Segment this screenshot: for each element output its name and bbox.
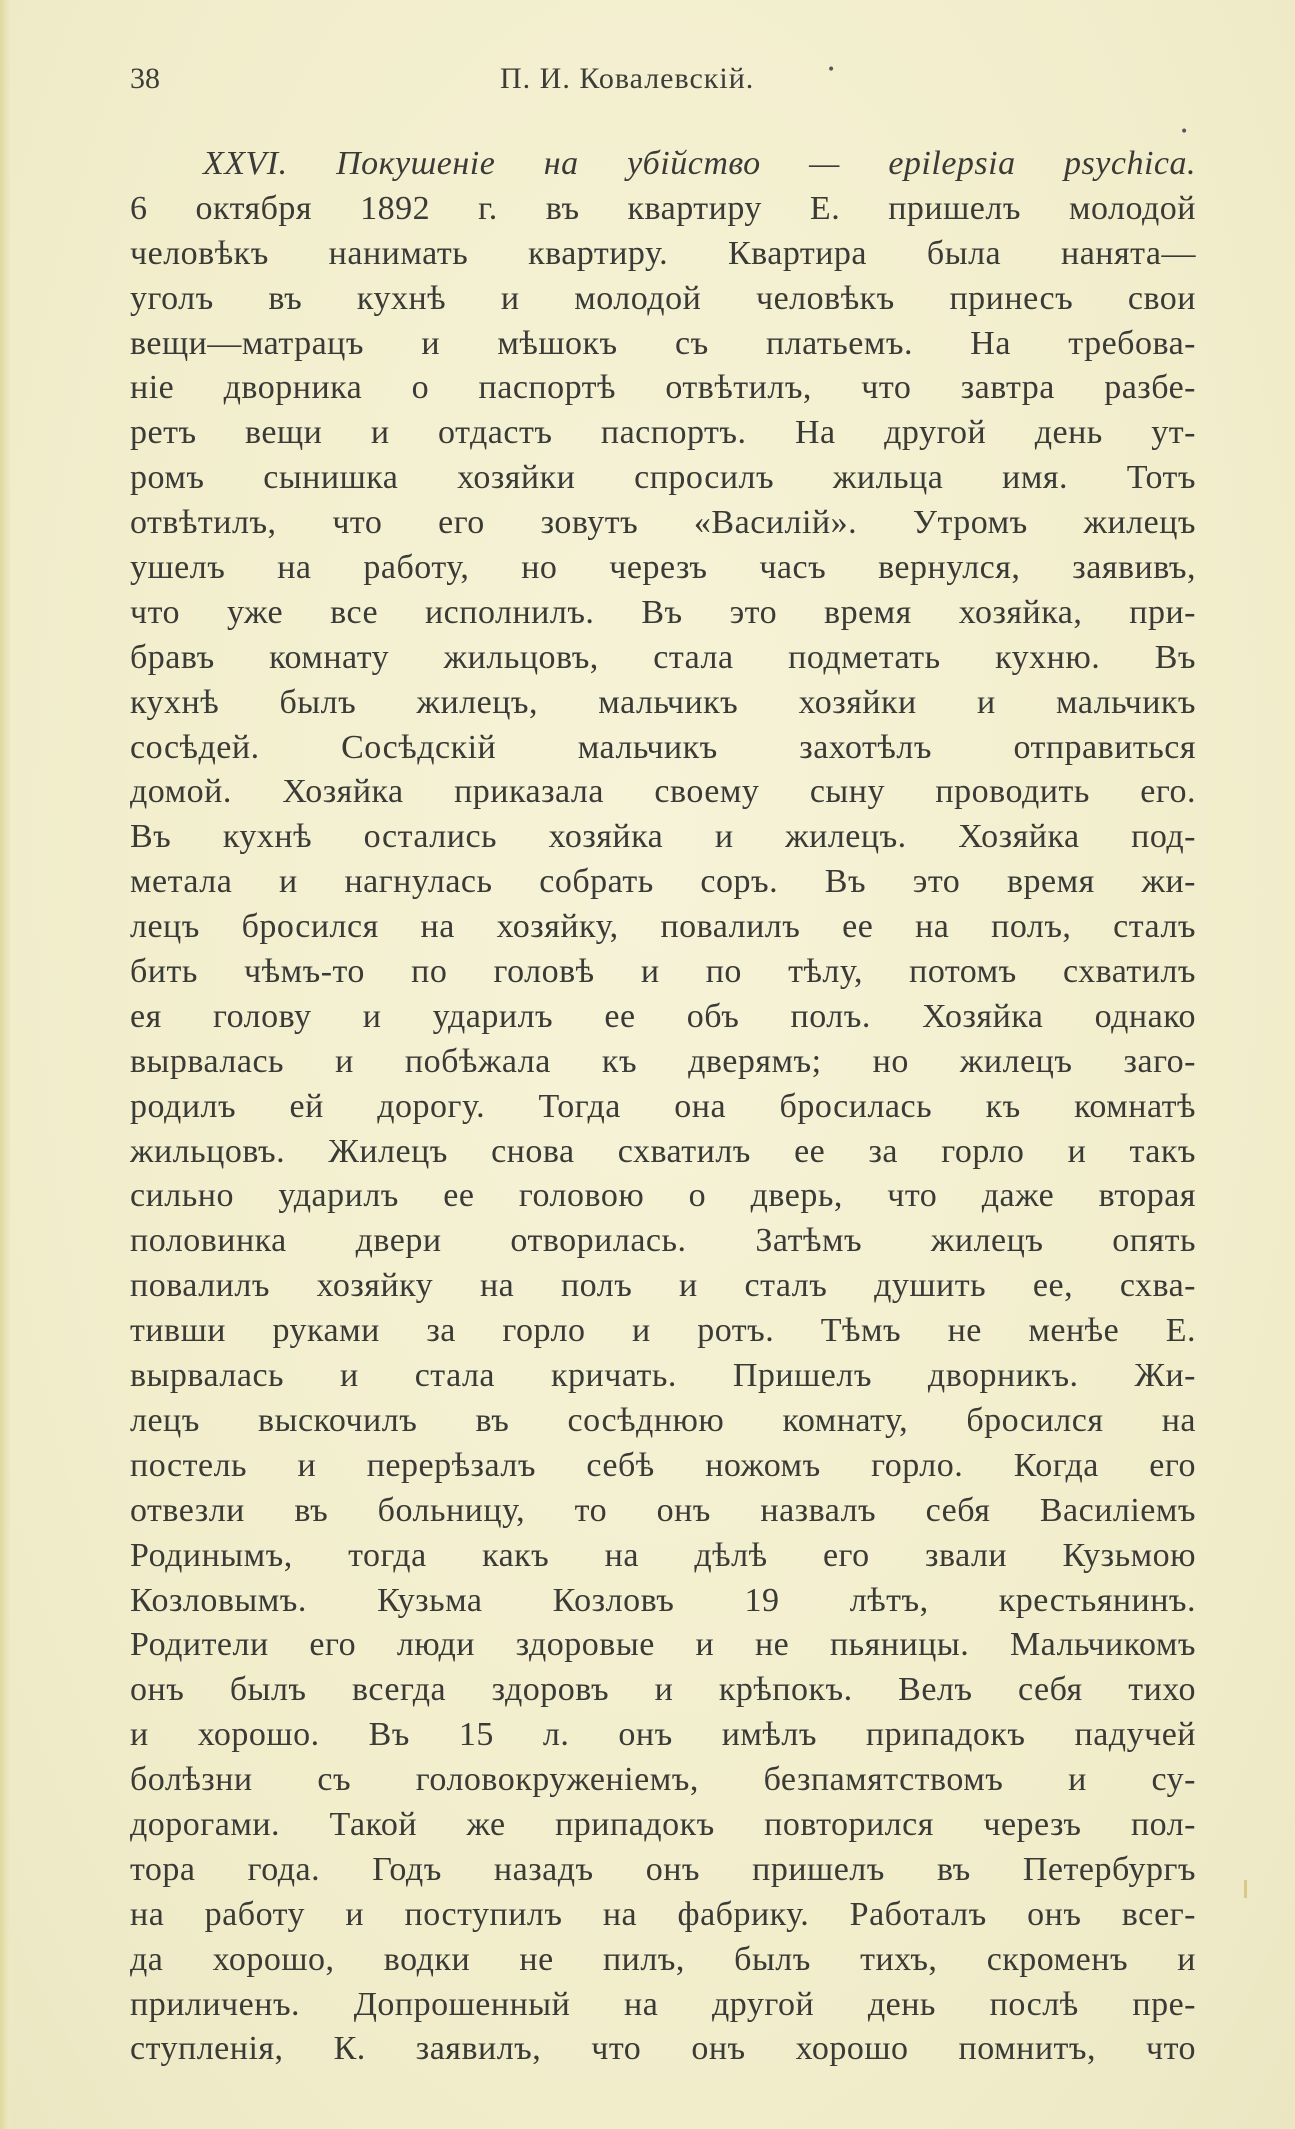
text-line: ступленія, К. заявилъ, что онъ хорошо помнитъ, что <box>130 2030 1196 2068</box>
page-number: 38 <box>130 62 160 95</box>
text-line: лецъ выскочилъ въ сосѣднюю комнату, бросился на <box>130 1401 1196 1439</box>
text-line: болѣзни съ головокруженіемъ, безпамятствомъ и су- <box>130 1761 1196 1799</box>
text-line: да хорошо, водки не пилъ, былъ тихъ, скроменъ и <box>130 1940 1196 1978</box>
text-line: 6 октября 1892 г. въ квартиру Е. пришелъ молодой <box>130 189 1196 227</box>
text-line: на работу и поступилъ на фабрику. Работалъ онъ всег- <box>130 1895 1196 1933</box>
text-line: кухнѣ былъ жилецъ, мальчикъ хозяйки и мальчикъ <box>130 683 1196 721</box>
text-line: Въ кухнѣ остались хозяйка и жилецъ. Хозяйка под- <box>130 818 1196 856</box>
text-line: отвѣтилъ, что его зовутъ «Василій». Утромъ жилецъ <box>130 504 1196 542</box>
body-text <box>130 142 1196 2072</box>
running-head: П. И. Ковалевскій. <box>500 62 755 95</box>
text-line: тивши руками за горло и ротъ. Тѣмъ не менѣе Е. <box>130 1312 1196 1350</box>
text-line: уголъ въ кухнѣ и молодой человѣкъ принесъ свои <box>130 279 1196 317</box>
text-line: ея голову и ударилъ ее объ полъ. Хозяйка однако <box>130 997 1196 1035</box>
text-line: половинка двери отворилась. Затѣмъ жилецъ опять <box>130 1222 1196 1260</box>
text-line: ретъ вещи и отдастъ паспортъ. На другой день ут- <box>130 414 1196 452</box>
text-line: дорогами. Такой же припадокъ повторился черезъ пол- <box>130 1805 1196 1843</box>
text-line: постель и перерѣзалъ себѣ ножомъ горло. Когда его <box>130 1446 1196 1484</box>
text-line: метала и нагнулась собрать соръ. Въ это время жи- <box>130 863 1196 901</box>
text-line: вырвалась и побѣжала къ дверямъ; но жилецъ заго- <box>130 1042 1196 1080</box>
text-line: ромъ сынишка хозяйки спросилъ жильца имя. Тотъ <box>130 459 1196 497</box>
text-line: тора года. Годъ назадъ онъ пришелъ въ Петербургъ <box>130 1850 1196 1888</box>
text-line: Родители его люди здоровые и не пьяницы. Мальчикомъ <box>130 1626 1196 1664</box>
text-line: приличенъ. Допрошенный на другой день послѣ пре- <box>130 1985 1196 2023</box>
text-line: что уже все исполнилъ. Въ это время хозяйка, при- <box>130 593 1196 631</box>
print-speck: • <box>1180 124 1189 140</box>
text-line: Родинымъ, тогда какъ на дѣлѣ его звали Кузьмою <box>130 1536 1196 1574</box>
text-line: и хорошо. Въ 15 л. онъ имѣлъ припадокъ падучей <box>130 1716 1196 1754</box>
text-line: ушелъ на работу, но черезъ часъ вернулся, заявивъ, <box>130 549 1196 587</box>
text-line: повалилъ хозяйку на полъ и сталъ душить ее, схва- <box>130 1267 1196 1305</box>
page-left-edge <box>0 0 10 2129</box>
text-line: человѣкъ нанимать квартиру. Квартира была нанята— <box>130 234 1196 272</box>
text-line: жильцовъ. Жилецъ снова схватилъ ее за горло и такъ <box>130 1132 1196 1170</box>
text-line: бить чѣмъ-то по головѣ и по тѣлу, потомъ схватилъ <box>130 953 1196 991</box>
text-line: вещи—матрацъ и мѣшокъ съ платьемъ. На требова- <box>130 324 1196 362</box>
page-header <box>130 62 1195 110</box>
text-line: ніе дворника о паспортѣ отвѣтилъ, что завтра разбе- <box>130 369 1196 407</box>
text-line: онъ былъ всегда здоровъ и крѣпокъ. Велъ себя тихо <box>130 1671 1196 1709</box>
text-line: Козловымъ. Кузьма Козловъ 19 лѣтъ, крестьянинъ. <box>130 1581 1196 1619</box>
text-line: домой. Хозяйка приказала своему сыну проводить его. <box>130 773 1196 811</box>
text-line: сильно ударилъ ее головою о дверь, что даже вторая <box>130 1177 1196 1215</box>
section-heading: XXVI. Покушеніе на убійство — epilepsia psychica. <box>203 145 1196 182</box>
text-line: лецъ бросился на хозяйку, повалилъ ее на полъ, сталъ <box>130 908 1196 946</box>
text-line: вырвалась и стала кричать. Пришелъ дворникъ. Жи- <box>130 1357 1196 1395</box>
print-speck: • <box>827 62 836 78</box>
margin-mark <box>1244 1880 1247 1898</box>
text-line: бравъ комнату жильцовъ, стала подметать кухню. Въ <box>130 638 1196 676</box>
text-line: отвезли въ больницу, то онъ назвалъ себя Василіемъ <box>130 1491 1196 1529</box>
text-line: сосѣдей. Сосѣдскій мальчикъ захотѣлъ отправиться <box>130 728 1196 766</box>
text-line: родилъ ей дорогу. Тогда она бросилась къ комнатѣ <box>130 1087 1196 1125</box>
